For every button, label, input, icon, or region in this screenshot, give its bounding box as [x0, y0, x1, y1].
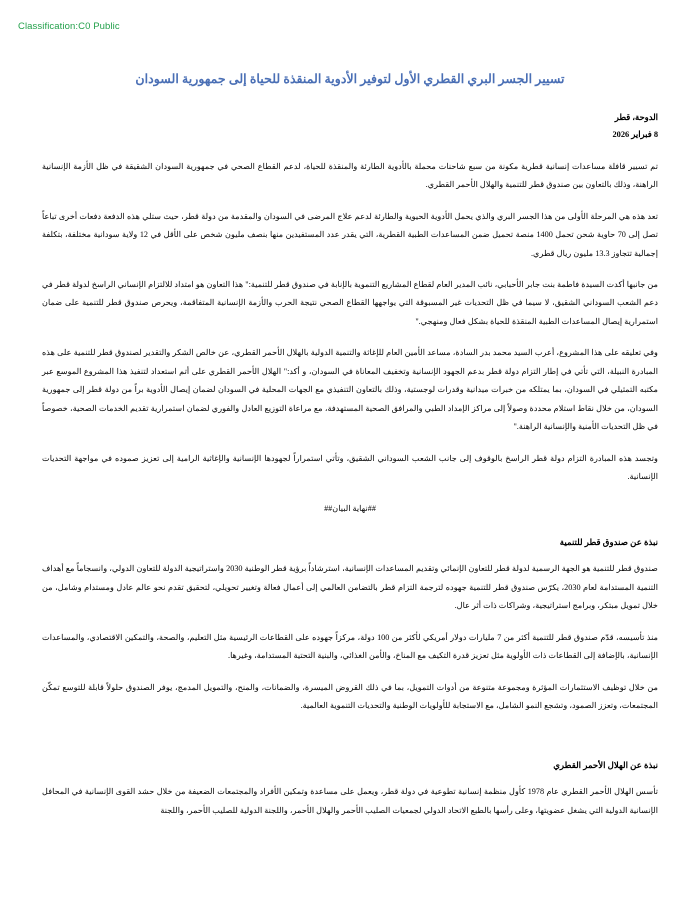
classification-banner: Classification:C0 Public — [18, 21, 120, 32]
page-title: تسيير الجسر البري القطري الأول لتوفير الأدوية المنقذة للحياة إلى جمهورية السودان — [135, 72, 565, 86]
section-paragraph: من خلال توظيف الاستثمارات المؤثرة ومجموعة متنوعة من أدوات التمويل، بما في ذلك القروض الميسرة، والضمانات، والمنح، والتمويل المدمج، يوفر الصندوق حلولاً قابلة للتوسع تمكّن المجتمعات، وتعزز الصمود، وتشجع النمو الشامل، مع الاستجابة للأولويات الوطنية والتحديات التنموية العالمية. — [42, 682, 658, 711]
body-paragraph: وتجسد هذه المبادرة التزام دولة قطر الراسخ بالوقوف إلى جانب الشعب السوداني الشقيق، وتأتي استمراراً لجهودها الإنسانية والإغاثية الرامية إلى تعزيز صموده في مواجهة التحديات الإنسانية. — [42, 453, 658, 482]
section-spacer — [42, 729, 658, 743]
section-paragraph: منذ تأسيسه، قدّم صندوق قطر للتنمية أكثر من 7 مليارات دولار أمريكي لأكثر من 100 دولة، مركزاً جهوده على القطاعات الرئيسية مثل التعليم، والصحة، والتمكين الاقتصادي، والمساعدات الإنسانية، بالإضافة إلى القطاعات ذات الأولوية مثل تعزيز قدرة التكيف مع المناخ، والأمن الغذائي، والبنية التحتية المستدامة، وغيرها. — [42, 632, 658, 661]
dateline-date: 8 فبراير 2026 — [612, 130, 658, 140]
section-paragraph: صندوق قطر للتنمية هو الجهة الرسمية لدولة قطر للتعاون الإنمائي وتقديم المساعدات الإنسانية، استرشاداً برؤية قطر الوطنية 2030 واستراتيجية الدولة للتعاون الدولي، وانسجاماً مع أهداف التنمية المستدامة لعام 2030، يكرّس صندوق قطر للتنمية جهوده لترجمة التزام قطر بالتضامن العالمي إلى أعمال فعالة وتغيير تحويلي، لتحقيق تقدم نحو عالم عادل ومستدام وشامل، من خلال تمويل مبتكر، وبرامج استراتيجية، وشراكات ذات أثر عال. — [42, 564, 658, 611]
section-paragraph: تأسس الهلال الأحمر القطري عام 1978 كأول منظمة إنسانية تطوعية في دولة قطر، ويعمل على مساعدة وتمكين الأفراد والمجتمعات الضعيفة من خلال حشد القوى الإنسانية في المحافل الإنسانية الدولية التي يشغل عضويتها، وعلى رأسها بالطبع الاتحاد الدولي لجمعيات الصليب الأحمر والهلال الأحمر، واللجنة الدولية للصليب الأحمر، واللجنة — [42, 787, 659, 815]
body-paragraph: تم تسيير قافلة مساعدات إنسانية قطرية مكونة من سبع شاحنات محملة بالأدوية الطارئة والمنقذة للحياة، لدعم القطاع الصحي في جمهورية السودان الشقيقة في ظل الأزمة الإنسانية الراهنة، وذلك بالتعاون بين صندوق قطر للتنمية والهلال الأحمر القطري. — [42, 161, 658, 190]
body-paragraph: تعد هذه هي المرحلة الأولى من هذا الجسر البري والذي يحمل الأدوية الحيوية والطارئة لدعم علاج المرضى في السودان والمقدمة من دولة قطر، حيث ستلي هذه الدفعة دفعات أخرى تباعاً تصل إلى 70 حاوية شحن تحمل 1400 منصة تحميل ضمن المساعدات الطبية القطرية، التي يقدر عدد المستفيدين منها بنصف مليون شخص على الأقل في 12 ولاية سودانية مختلفة، بتكلفة إجمالية تتجاوز 13.3 مليون ريال قطري. — [42, 211, 658, 258]
end-of-statement-marker: ##نهاية البيان## — [324, 503, 376, 513]
section-heading-qrcs: نبذة عن الهلال الأحمر القطري — [553, 759, 658, 770]
document-body — [0, 70, 700, 833]
body-paragraph: من جانبها أكدت السيدة فاطمة بنت جابر الأحبابي، نائب المدير العام لقطاع المشاريع التنموية بالإنابة في صندوق قطر للتنمية:" هذا التعاون هو امتداد للالتزام الإنساني الراسخ لدولة قطر في دعم الشعب السوداني الشقيق، لا سيما في ظل التحديات غير المسبوقة التي يواجهها القطاع الصحي نتيجة الحرب والأزمة الإنسانية المتفاقمة، ويحرص صندوق قطر للتنمية على ضمان استمرارية إيصال المساعدات الطبية المنقذة للحياة بشكل فعال ومنهجي." — [42, 280, 658, 326]
dateline-place: الدوحة، قطر — [614, 112, 658, 122]
section-heading-qffd: نبذة عن صندوق قطر للتنمية — [559, 536, 658, 547]
body-paragraph: وفي تعليقه على هذا المشروع، أعرب السيد محمد بدر السادة، مساعد الأمين العام للإغاثة والتنمية الدولية بالهلال الأحمر القطري، عن خالص الشكر والتقدير لصندوق قطر للتنمية على هذه المبادرة النبيلة، التي تأتي في إطار التزام دولة قطر بدعم الجهود الإنسانية وتخفيف المعاناة في السودان، و أكد:" الهلال الأحمر القطري على أتم استعداد لتنفيذ هذا المشروع الموسع عبر مكتبه التمثيلي في السودان، بما يمتلكه من خبرات ميدانية وقدرات لوجستية، وذلك بالتعاون التنفيذي مع الجهات المحلية في السودان لضمان إيصال الأدوية براً من دولة قطر إلى جمهورية السودان، من خلال نقاط استلام محددة وصولاً إلى مراكز الإمداد الطبي والمرافق الصحية المستهدفة، مع مراعاة التوزيع العادل والفوري لضمان استمرارية تقديم الخدمات الصحية، خصوصاً في ظل التحديات الأمنية والإنسانية الراهنة." — [42, 348, 658, 432]
